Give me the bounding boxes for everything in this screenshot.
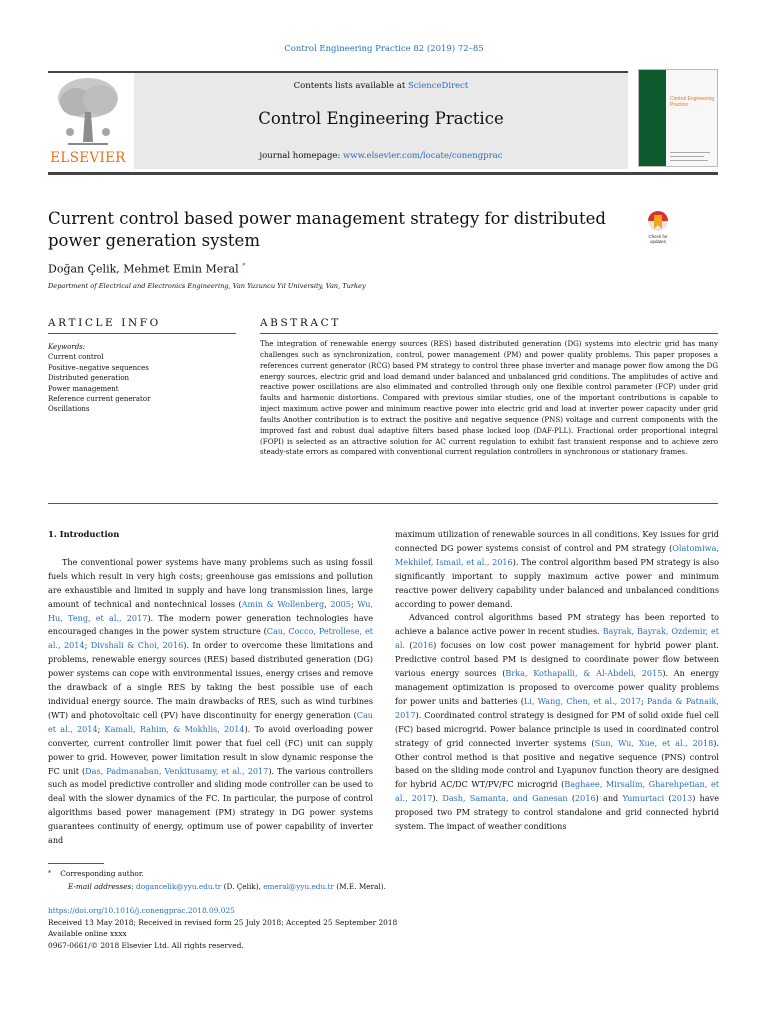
body-column-left — [48, 528, 373, 848]
citation-link[interactable]: Wu, Hu, Teng, et al., 2017 — [48, 598, 373, 623]
email-link-1[interactable]: dogancelik@yyu.edu.tr — [136, 881, 222, 891]
citation-link[interactable]: Das, Padmanaban, Venkitusamy, et al., 2017 — [85, 765, 269, 776]
body-text: ; — [84, 640, 91, 651]
keyword-item: Positive–negative sequences — [48, 363, 149, 372]
corresponding-author-mark[interactable]: * — [242, 262, 246, 270]
authors-line — [48, 262, 246, 276]
citation-link[interactable]: Kamali, Rahim, & Mokhlis, 2014 — [104, 723, 245, 734]
elsevier-wordmark: ELSEVIER — [50, 150, 126, 166]
doi-link[interactable]: https://doi.org/10.1016/j.conengprac.2018.09.025 — [48, 906, 235, 915]
body-text: Advanced control algorithms based PM strategy has been reported to achieve a balance active power in recent studies. — [395, 612, 719, 637]
cover-text-lines-icon — [670, 150, 712, 164]
check-for-updates-label: Check for updates — [648, 234, 668, 244]
check-for-updates-badge[interactable] — [643, 210, 673, 248]
homepage-link[interactable]: www.elsevier.com/locate/conengprac — [343, 151, 503, 161]
contents-line — [134, 81, 628, 91]
citation-link[interactable]: Bayrak, Bayrak, Ozdemir, et al. — [395, 626, 720, 651]
citation-link[interactable]: 2016 — [575, 793, 596, 804]
publication-info — [48, 905, 548, 951]
keyword-item: Current control — [48, 353, 104, 362]
body-text: ). The control algorithm based PM strategy is also significantly important to supply maximum active power and minimum reactive power delivery capability under balanced and unbalanced conditions according to power demand. — [395, 556, 719, 609]
abstract-bottom-rule — [48, 503, 718, 504]
keyword-item: Oscillations — [48, 405, 90, 414]
citation-link[interactable]: Panda & Patnaik, 2017 — [395, 695, 719, 720]
tree-icon — [48, 74, 128, 150]
sciencedirect-link[interactable]: ScienceDirect — [407, 81, 469, 91]
email-line — [48, 881, 448, 894]
citation-link[interactable]: Amin & Wollenberg — [241, 598, 325, 609]
body-text: ). The various controllers such as model predictive controller and sliding mode controller can be used to deal with the slower dynamics of the FC. In particular, the purpose of control algorithms based power management (PM) strategy in DG power systems guarantees continuity of energy, optimum use of power capability of inverter and — [48, 765, 373, 846]
keyword-item: Power management — [48, 384, 119, 393]
email-label: E-mail addresses: — [68, 881, 134, 891]
body-text: ( — [405, 640, 413, 651]
received-dates: Received 13 May 2018; Received in revised form 25 July 2018; Accepted 25 September 2018 — [48, 917, 398, 927]
body-text: ) focuses on low cost power management for hybrid power plant. Predictive control based PM is designed to coordinate power flow between various energy sources ( — [395, 640, 719, 679]
journal-title[interactable]: Control Engineering Practice — [258, 109, 504, 128]
footnote-rule — [48, 863, 104, 864]
section-heading-introduction: 1. Introduction — [48, 529, 120, 539]
body-text: The conventional power systems have many problems such as using fossil fuels which result in very high costs; greenhouse gas emissions and pollution are exhaustible and limited in supply and have long transmission lines, large amount of technical and nontechnical losses ( — [48, 556, 373, 609]
citation-link[interactable]: Li, Wang, Chen, et al., 2017 — [523, 695, 642, 706]
citation-link[interactable]: 2005 — [330, 598, 351, 609]
footnote — [48, 868, 448, 893]
journal-header — [48, 71, 628, 169]
elsevier-logo[interactable] — [48, 74, 128, 166]
authors: Doğan Çelik, Mehmet Emin Meral — [48, 262, 239, 276]
keyword-item: Distributed generation — [48, 374, 130, 383]
abstract-text: The integration of renewable energy sources (RES) based distributed generation (DG) systems into electric grid has many challenges such as synchronization, control, power management (PM) and power quality problems. This paper proposes a references current generator (RCG) based PM strategy to control three phase inverter and manage power flow among the DG energy sources, electric grid and load demand under balanced and unbalanced grid conditions. The amplitudes of active and reactive power oscillations are also eliminated and controlled through only one flexible control parameter (FCP) under grid faults and harmonic distortions. Compared with previous similar studies, one of the important contributions is capable to inject maximum active power and minimum reactive power into electric grid and load at inverter power capacity under grid faults Another contribution is to extract the positive and negative sequence (PNS) voltage and current components with the improved fast and robust dual adaptive filters based phase locked loop (DAF-PLL). Fractional order proportional integral (FOPI) is selected as an attractive solution for AC current regulation to exhibit fast transient response and to achieve zero steady-state errors as compared with conventional current regulation controllers in synchronous or stationary frames. — [260, 339, 718, 457]
available-online: Available online xxxx — [48, 929, 127, 939]
citation-link[interactable]: Sun, Wu, Xue, et al., 2018 — [594, 737, 714, 748]
cover-strip — [639, 70, 666, 166]
keywords-label: Keywords: — [48, 343, 86, 351]
citation-link[interactable]: Yumurtaci — [622, 793, 665, 804]
body-text: ( — [567, 793, 576, 804]
article-info-heading: ARTICLE INFO — [48, 317, 161, 329]
footnote-mark: * — [48, 870, 51, 877]
citation-link[interactable]: Cau, Cocco, Petrollese, et al., 2014 — [48, 626, 373, 651]
body-text: ) and — [595, 793, 623, 804]
body-text: ). To avoid overloading power converter, current controller limit power that fuel cell (FC) unit can supply power to grid. However, power limitation result in slow dynamic response the FC unit ( — [48, 723, 373, 776]
keywords-block — [48, 342, 236, 415]
body-text: ). Other control method is that positive and negative sequence (PNS) control based on the sliding mode control and Lyapunov function theory are designed for hybrid AC/DC WT/PV/FC microgrid ( — [395, 737, 719, 790]
body-text: ; — [641, 695, 647, 706]
body-column-right — [395, 528, 719, 834]
paper-title: Current control based power management strategy for distributed power generation system — [48, 209, 606, 250]
header-bottom-rule — [48, 172, 718, 175]
body-text: ). In order to overcome these limitations and problems, renewable energy sources (RES) based distributed generation (DG) power systems can cope with environmental issues, energy crises and remove the drawback of a single RES by taking the best possible use of each individual energy source. The main drawbacks of RES, such as wind turbines (WT) and photovoltaic cell (PV) have discontinuity for energy generation ( — [48, 640, 373, 720]
citation-link[interactable]: 2013 — [671, 793, 693, 804]
citation-link[interactable]: 2016 — [412, 640, 434, 651]
article-info-rule — [48, 333, 236, 334]
body-text: ( — [664, 793, 672, 804]
body-text: ). — [432, 793, 443, 804]
body-text: ) have proposed two PM strategy to control standalone and grid connected hybrid system. The impact of weather conditions — [395, 793, 720, 832]
bookmark-icon — [643, 210, 673, 234]
body-text: , — [324, 598, 331, 609]
citation-link[interactable]: Dash, Samanta, and Ganesan — [442, 793, 568, 804]
email-owner-2: (M.E. Meral). — [333, 881, 386, 891]
body-paragraph — [395, 611, 719, 834]
citation-link[interactable]: Divshali & Choi, 2016 — [90, 640, 184, 651]
body-text: ). Coordinated control strategy is designed for PM of solid oxide fuel cell (FC) based microgrid. Power balance principle is used in coordinated control strategy of grid connected inverter systems ( — [395, 709, 719, 748]
citation-link[interactable]: Brka, Kothapalli, & Al-Abdeli, 2015 — [505, 668, 663, 679]
journal-reference-link[interactable]: Control Engineering Practice 82 (2019) 72–85 — [284, 44, 484, 54]
header-band — [134, 73, 628, 169]
journal-cover[interactable] — [638, 69, 718, 167]
citation-link[interactable]: Baghaee, Mirsalim, Gharehpetian, et al., 2017 — [395, 779, 719, 804]
affiliation: Department of Electrical and Electronics Engineering, Van Yuzuncu Yıl University, Van, Turkey — [48, 282, 366, 290]
citation-link[interactable]: Cau et al., 2014 — [48, 709, 373, 734]
body-paragraph — [48, 556, 373, 848]
body-text: ). An energy management optimization is proposed to overcome power quality problems for power units and batteries ( — [395, 668, 719, 706]
copyright: 0967-0661/© 2018 Elsevier Ltd. All rights reserved. — [48, 940, 244, 950]
corresponding-author-note — [48, 868, 448, 881]
cover-title: Control Engineering Practice — [670, 96, 715, 108]
corresponding-author-label: Corresponding author. — [60, 869, 144, 878]
body-text: ; — [350, 598, 358, 609]
citation-link[interactable]: Olatomiwa, Mekhilef, Ismail, et al., 2016 — [395, 542, 719, 567]
keyword-item: Reference current generator — [48, 395, 151, 404]
abstract-rule — [260, 333, 718, 334]
contents-prefix: Contents lists available at — [293, 81, 408, 91]
email-owner-1: (D. Çelik), — [221, 881, 264, 891]
homepage-prefix: journal homepage: — [259, 151, 344, 161]
abstract-heading: ABSTRACT — [260, 317, 341, 329]
email-link-2[interactable]: emeral@yyu.edu.tr — [263, 881, 334, 891]
body-text: ). The modern power generation technologies have encouraged changes in the power system structure ( — [48, 612, 373, 637]
body-paragraph — [395, 528, 719, 611]
homepage-line — [134, 151, 628, 161]
body-text: maximum utilization of renewable sources in all conditions. Key issues for grid connected DG power systems consist of control and PM strategy ( — [395, 529, 719, 553]
body-text: ; — [97, 723, 105, 734]
